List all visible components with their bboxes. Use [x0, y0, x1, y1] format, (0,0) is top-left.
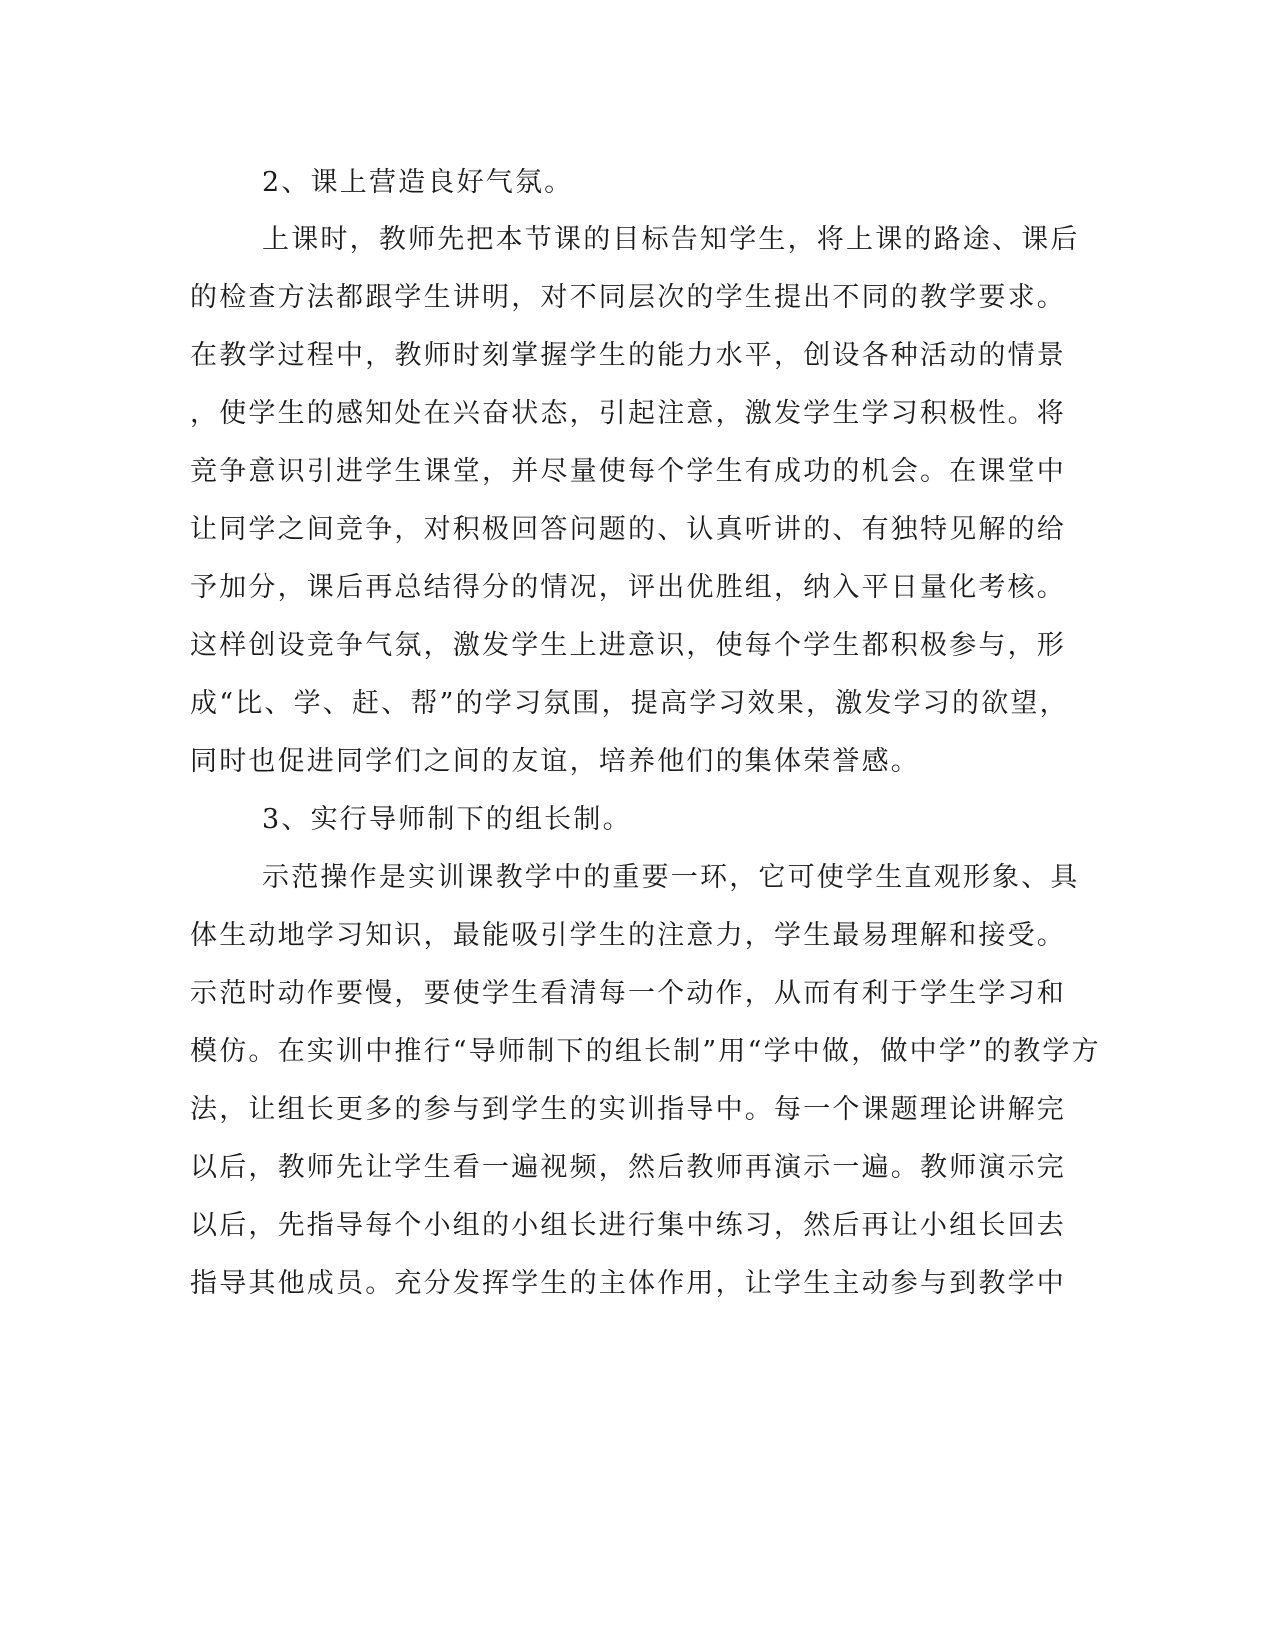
section-heading: 2、课上营造良好气氛。 — [262, 167, 574, 198]
paragraph-line: ，使学生的感知处在兴奋状态，引起注意，激发学生学习积极性。将 — [190, 398, 1066, 429]
paragraph-line: 在教学过程中，教师时刻掌握学生的能力水平，创设各种活动的情景 — [190, 340, 1066, 371]
paragraph-line: 示范时动作要慢，要使学生看清每一个动作，从而有利于学生学习和 — [190, 978, 1066, 1009]
paragraph-line: 模仿。在实训中推行“导师制下的组长制”用“学中做，做中学”的教学方 — [190, 1036, 1101, 1067]
paragraph-line: 竞争意识引进学生课堂，并尽量使每个学生有成功的机会。在课堂中 — [190, 456, 1066, 487]
paragraph-line: 成“比、学、赶、帮”的学习氛围，提高学习效果，激发学习的欲望， — [190, 688, 1069, 719]
paragraph-line: 以后，先指导每个小组的小组长进行集中练习，然后再让小组长回去 — [190, 1210, 1066, 1241]
paragraph-line: 同时也促进同学们之间的友谊，培养他们的集体荣誉感。 — [190, 746, 920, 777]
paragraph-line: 予加分，课后再总结得分的情况，评出优胜组，纳入平日量化考核。 — [190, 572, 1066, 603]
paragraph-line: 让同学之间竞争，对积极回答问题的、认真听讲的、有独特见解的给 — [190, 514, 1066, 545]
paragraph-line: 的检查方法都跟学生讲明，对不同层次的学生提出不同的教学要求。 — [190, 282, 1066, 313]
paragraph-line: 这样创设竞争气氛，激发学生上进意识，使每个学生都积极参与，形 — [190, 630, 1066, 661]
paragraph-line: 以后，教师先让学生看一遍视频，然后教师再演示一遍。教师演示完 — [190, 1152, 1066, 1183]
paragraph-line: 体生动地学习知识，最能吸引学生的注意力，学生最易理解和接受。 — [190, 920, 1066, 951]
paragraph-line: 法，让组长更多的参与到学生的实训指导中。每一个课题理论讲解完 — [190, 1094, 1066, 1125]
paragraph-line: 指导其他成员。充分发挥学生的主体作用，让学生主动参与到教学中 — [190, 1268, 1066, 1299]
paragraph-line: 示范操作是实训课教学中的重要一环，它可使学生直观形象、具 — [262, 862, 1080, 893]
section-heading: 3、实行导师制下的组长制。 — [262, 804, 632, 835]
paragraph-line: 上课时，教师先把本节课的目标告知学生，将上课的路途、课后 — [262, 224, 1080, 255]
